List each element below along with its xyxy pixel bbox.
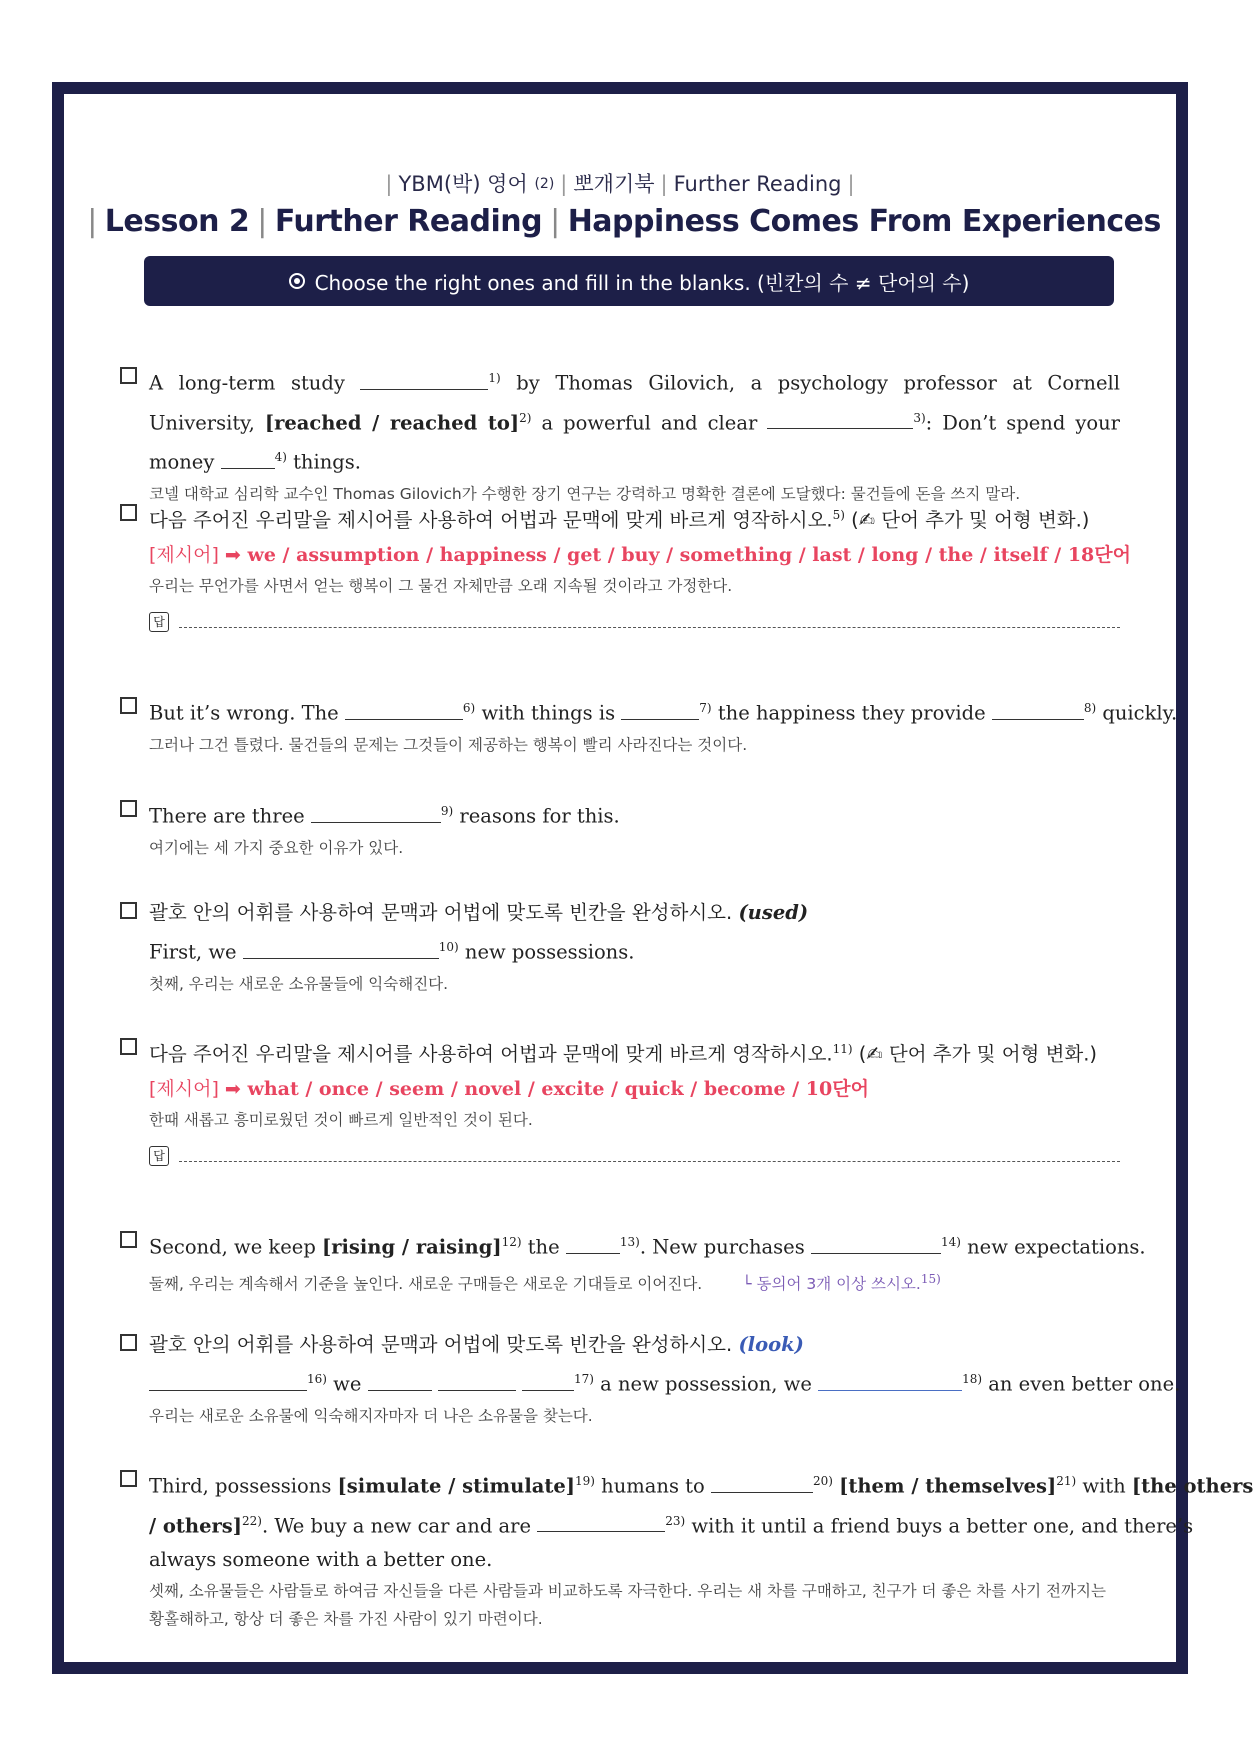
keyword-list: [제시어] ➡ we / assumption / happiness / get / buy / something / last / long / the / itself / 18단어 — [149, 543, 1131, 566]
question-sentence: A long-term study $^{1)}$ by Thomas Gilovich, a psychology professor at Cornell University, [reached / reached to]$^{2)}$ a powerful and clear $^{3)}$: Don’t spend your money $^{4)}$ things. — [149, 371, 1120, 474]
question-sentence-line-1: Third, possessions [simulate / stimulate]$^{19)}$ humans to $^{20)}$ [them / themselves]$^{21)}$ with [the others — [149, 1474, 1253, 1498]
question-item-10 — [120, 896, 1120, 998]
blank-18[interactable] — [818, 1372, 962, 1391]
series-label: 뽀개기북 — [573, 172, 655, 196]
question-prompt: 다음 주어진 우리말을 제시어를 사용하여 어법과 문맥에 맞게 바르게 영작하시오.$^{11)}$ (✍ 단어 추가 및 어형 변화.) — [149, 1042, 1098, 1066]
question-item-9 — [120, 794, 1120, 862]
answer-icon: 답 — [149, 1146, 169, 1166]
question-sentence: There are three $^{9)}$ reasons for this. — [149, 804, 620, 828]
book-number: (2) — [534, 176, 555, 192]
word-hint: (look) — [738, 1333, 804, 1356]
bullet-icon — [289, 273, 305, 289]
blank-1[interactable] — [360, 371, 488, 390]
blank-10[interactable] — [243, 940, 439, 959]
question-item-6 — [120, 691, 1178, 759]
word-hint: (used) — [738, 901, 809, 924]
synonym-note: └ 동의어 3개 이상 쓰시오.$^{15)}$ — [742, 1271, 941, 1293]
answer-icon: 답 — [149, 612, 169, 632]
checkbox-icon — [120, 504, 137, 521]
question-item-19 — [120, 1464, 1253, 1633]
blank-17b[interactable] — [438, 1372, 516, 1391]
question-item-1 — [120, 361, 1120, 508]
question-sentence: But it’s wrong. The $^{6)}$ with things is $^{7)}$ the happiness they provide $^{8)}$ quickly. — [149, 701, 1178, 725]
blank-17a[interactable] — [368, 1372, 432, 1391]
blank-3[interactable] — [767, 410, 913, 429]
choice-bracket[interactable]: [reached / reached to] — [264, 411, 520, 434]
blank-7[interactable] — [621, 701, 699, 720]
choice-bracket[interactable]: [simulate / stimulate] — [337, 1474, 576, 1498]
question-item-12 — [120, 1225, 1146, 1298]
korean-translation: 그러나 그건 틀렸다. 물건들의 문제는 그것들이 제공하는 행복이 빨리 사라진다는 것이다. — [149, 735, 748, 754]
instruction-banner — [144, 256, 1114, 306]
checkbox-icon — [120, 1231, 137, 1248]
checkbox-icon — [120, 902, 137, 919]
question-item-16 — [120, 1328, 1181, 1430]
answer-dashed-line[interactable] — [179, 615, 1120, 628]
korean-translation: 첫째, 우리는 새로운 소유물들에 익숙해진다. — [149, 974, 449, 993]
blank-6[interactable] — [345, 701, 463, 720]
blank-23[interactable] — [537, 1513, 665, 1532]
question-sentence-line-3: always someone with a better one. — [149, 1548, 493, 1571]
choice-bracket[interactable]: [rising / raising] — [322, 1235, 502, 1259]
question-item-5 — [120, 498, 1131, 632]
question-prompt: 괄호 안의 어휘를 사용하여 문맥과 어법에 맞도록 빈칸을 완성하시오. (used) — [149, 901, 809, 924]
question-sentence: Second, we keep [rising / raising]$^{12)}$ the $^{13)}$. New purchases $^{14)}$ new expectations. — [149, 1235, 1146, 1259]
blank-9[interactable] — [311, 804, 441, 823]
question-sentence-line-2: / others]$^{22)}$. We buy a new car and are $^{23)}$ with it until a friend buys a better one, and there’s — [149, 1513, 1194, 1537]
choice-bracket[interactable]: [the others — [1131, 1474, 1253, 1498]
page-title: | Lesson 2 | Further Reading | Happiness Comes From Experiences — [87, 204, 1161, 239]
page-subheader: | YBM(박) 영어 $^{(2)}$ | 뽀개기북 | Further Reading | — [385, 172, 855, 196]
question-prompt: 괄호 안의 어휘를 사용하여 문맥과 어법에 맞도록 빈칸을 완성하시오. (look) — [149, 1333, 804, 1356]
question-sentence: $^{16)}$ we $^{17)}$ a new possession, we $^{18)}$ an even better one. — [149, 1362, 1120, 1402]
checkbox-icon — [120, 800, 137, 817]
title-topic: Happiness Comes From Experiences — [567, 204, 1161, 239]
korean-translation: 셋째, 소유물들은 사람들로 하여금 자신들을 다른 사람들과 비교하도록 자극한다. 우리는 새 차를 구매하고, 친구가 더 좋은 차를 사기 전까지는 황홀해하고, 항상 더 좋은 차를 가진 사람이 있기 마련이다. — [149, 1582, 1106, 1628]
blank-4[interactable] — [221, 450, 275, 469]
korean-translation: 우리는 무언가를 사면서 얻는 행복이 그 물건 자체만큼 오래 지속될 것이라고 가정한다. — [149, 576, 733, 595]
checkbox-icon — [120, 367, 137, 384]
checkbox-icon — [120, 1334, 137, 1351]
blank-20[interactable] — [711, 1474, 813, 1493]
korean-translation: 둘째, 우리는 계속해서 기준을 높인다. 새로운 구매들은 새로운 기대들로 이어진다. └ 동의어 3개 이상 쓰시오.$^{15)}$ — [149, 1271, 941, 1293]
blank-17c[interactable] — [522, 1372, 574, 1391]
publisher-label: YBM(박) 영어 — [398, 172, 528, 196]
blank-13[interactable] — [566, 1235, 620, 1254]
answer-line[interactable] — [149, 612, 1120, 632]
question-sentence: First, we $^{10)}$ new possessions. — [149, 940, 635, 964]
title-section: Further Reading — [274, 204, 543, 239]
blank-8[interactable] — [992, 701, 1084, 720]
instruction-text: Choose the right ones and fill in the blanks. (빈칸의 수 ≠ 단어의 수) — [314, 270, 970, 295]
question-item-11 — [120, 1032, 1120, 1166]
blank-16[interactable] — [149, 1372, 307, 1391]
lesson-label: Lesson 2 — [104, 204, 250, 239]
korean-translation: 코넬 대학교 심리학 교수인 Thomas Gilovich가 수행한 장기 연구는 강력하고 명확한 결론에 도달했다: 물건들에 돈을 쓰지 말라. — [149, 484, 1021, 503]
checkbox-icon — [120, 1038, 137, 1055]
choice-bracket[interactable]: [them / themselves] — [839, 1474, 1057, 1498]
question-prompt: 다음 주어진 우리말을 제시어를 사용하여 어법과 문맥에 맞게 바르게 영작하시오.$^{5)}$ (✍ 단어 추가 및 어형 변화.) — [149, 508, 1090, 532]
checkbox-icon — [120, 697, 137, 714]
answer-line[interactable] — [149, 1146, 1120, 1166]
korean-translation: 한때 새롭고 흥미로웠던 것이 빠르게 일반적인 것이 된다. — [149, 1110, 533, 1129]
checkbox-icon — [120, 1470, 137, 1487]
blank-14[interactable] — [811, 1235, 941, 1254]
answer-dashed-line[interactable] — [179, 1149, 1120, 1162]
korean-translation: 여기에는 세 가지 중요한 이유가 있다. — [149, 838, 404, 857]
keyword-list: [제시어] ➡ what / once / seem / novel / excite / quick / become / 10단어 — [149, 1077, 869, 1100]
choice-bracket-end[interactable]: / others] — [149, 1514, 242, 1537]
section-label: Further Reading — [673, 172, 842, 196]
korean-translation: 우리는 새로운 소유물에 익숙해지자마자 더 나은 소유물을 찾는다. — [149, 1406, 593, 1425]
